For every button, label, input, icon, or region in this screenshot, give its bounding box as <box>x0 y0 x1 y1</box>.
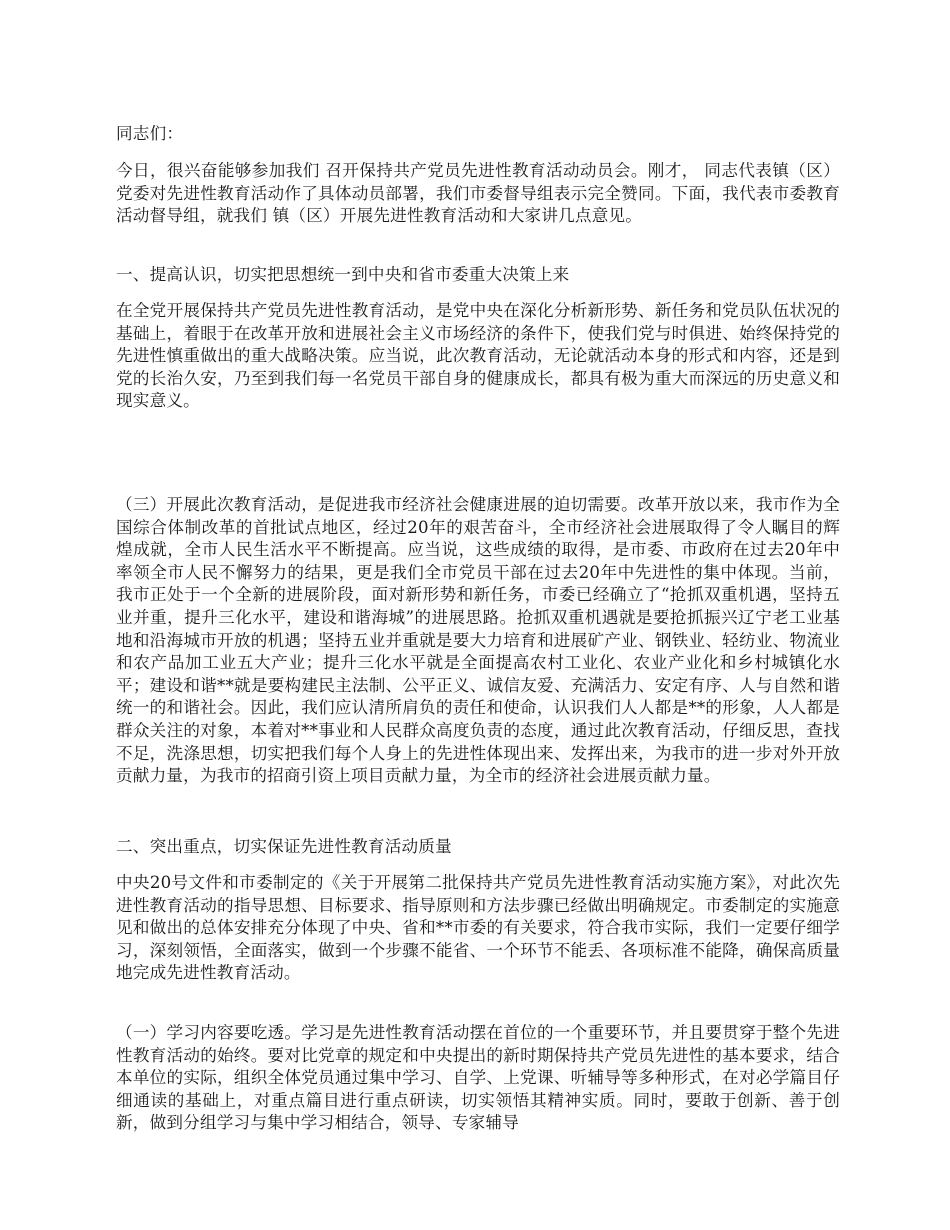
salutation: 同志们： <box>116 124 184 143</box>
subsection-3-paragraph: （三）开展此次教育活动，是促进我市经济社会健康进展的迫切需要。改革开放以来，我市作为全国综合体制改革的首批试点地区，经过20年的艰苦奋斗，全市经济社会进展取得了令人瞩目的辉煌成就，全市人民生活水平不断提高。应当说，这些成绩的取得，是市委、市政府在过去20年中率领全市人民不懈努力的结果，更是我们全市党员干部在过去20年中先进性的集中体现。当前，我市正处于一个全新的进展阶段，面对新形势和新任务，市委已经确立了“抢抓双重机遇，坚持五业并重，提升三化水平，建设和谐海城”的进展思路。抢抓双重机遇就是要抢抓振兴辽宁老工业基地和沿海城市开放的机遇；坚持五业并重就是要大力培育和进展矿产业、钢铁业、轻纺业、物流业和农产品加工业五大产业；提升三化水平就是全面提高农村工业化、农业产业化和乡村城镇化水平；建设和谐**就是要构建民主法制、公平正义、诚信友爱、充满活力、安定有序、人与自然和谐统一的和谐社会。因此，我们应认清所肩负的责任和使命，认识我们人人都是**的形象，人人都是群众关注的对象，本着对**事业和人民群众高度负责的态度，通过此次教育活动，仔细反思，查找不足，洗涤思想，切实把我们每个人身上的先进性体现出来、发挥出来，为我市的进一步对外开放贡献力量，为我市的招商引资上项目贡献力量，为全市的经济社会进展贡献力量。 <box>116 495 840 786</box>
section-1-heading: 一、提高认识，切实把思想统一到中央和省市委重大决策上来 <box>116 265 570 284</box>
section-2-heading: 二、突出重点，切实保证先进性教育活动质量 <box>116 837 452 856</box>
section-1-paragraph: 在全党开展保持共产党员先进性教育活动，是党中央在深化分析新形势、新任务和党员队伍状况的基础上，着眼于在改革开放和进展社会主义市场经济的条件下，使我们党与时俱进、始终保持党的先进性慎重做出的重大战略决策。应当说，此次教育活动，无论就活动本身的形式和内容，还是到党的长治久安，乃至到我们每一名党员干部自身的健康成长，都具有极为重大而深远的历史意义和现实意义。 <box>116 301 840 411</box>
subsection-1-paragraph: （一）学习内容要吃透。学习是先进性教育活动摆在首位的一个重要环节，并且要贯穿于整个先进性教育活动的始终。要对比党章的规定和中央提出的新时期保持共产党员先进性的基本要求，结合本单位的实际，组织全体党员通过集中学习、自学、上党课、听辅导等多种形式，在对必学篇目仔细通读的基础上，对重点篇目进行重点研读，切实领悟其精神实质。同时，要敢于创新、善于创新，做到分组学习与集中学习相结合，领导、专家辅导 <box>116 1023 840 1133</box>
intro-paragraph: 今日，很兴奋能够参加我们 召开保持共产党员先进性教育活动动员会。刚才， 同志代表镇（区）党委对先进性教育活动作了具体动员部署，我们市委督导组表示完全赞同。下面，我代表市委教育活动督导组，就我们 镇（区）开展先进性教育活动和大家讲几点意见。 <box>116 161 840 226</box>
section-2-paragraph: 中央20号文件和市委制定的《关于开展第二批保持共产党员先进性教育活动实施方案》，对此次先进性教育活动的指导思想、目标要求、指导原则和方法步骤已经做出明确规定。市委制定的实施意见和做出的总体安排充分体现了中央、省和**市委的有关要求，符合我市实际，我们一定要仔细学习，深刻领悟，全面落实，做到一个步骤不能省、一个环节不能丢、各项标准不能降，确保高质量地完成先进性教育活动。 <box>116 873 840 983</box>
